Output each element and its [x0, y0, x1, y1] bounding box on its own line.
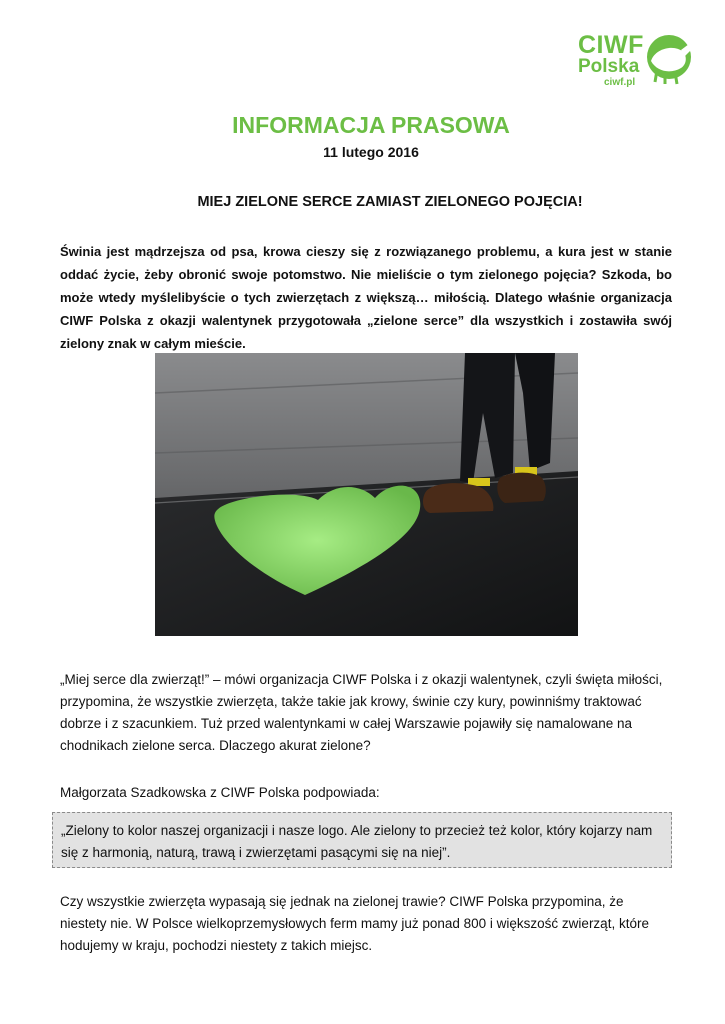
lead-paragraph: Świnia jest mądrzejsza od psa, krowa cieszy się z rozwiązanego problemu, a kura jest w stanie oddać życie, żeby obronić swoje potomstwo. Nie mieliście o tym zielonego pojęcia? Szkoda, bo może wtedy myślelibyście o tych zwierzętach z większą… miłością. Dlatego właśnie organizacja CIWF Polska z okazji walentynek przygotowała „zielone serce” dla wszystkich i zostawiła swój zielony znak w całym mieście. — [60, 244, 672, 351]
green-heart-on-pavement-photo-icon — [155, 353, 578, 636]
page-title: INFORMACJA PRASOWA — [232, 112, 510, 138]
logo-brand: CIWF — [578, 31, 644, 59]
quote-box — [52, 812, 672, 868]
paragraph-1: „Miej serce dla zwierząt!” – mówi organizacja CIWF Polska i z okazji walentynek, czyli święta miłości, przypomina, że wszystkie zwierzęta, także takie jak krowy, świnie czy kury, powinniśmy traktować dobrze i z szacunkiem. Tuż przed walentynkami w całej Warszawie pojawiły się namalowane na chodnikach zielone serca. Dlaczego akurat zielone? — [60, 672, 663, 753]
green-heart-photo — [155, 353, 578, 636]
paragraph-3: Czy wszystkie zwierzęta wypasają się jednak na zielonej trawie? CIWF Polska przypomina, że niestety nie. W Polsce wielkoprzemysłowych ferm mamy już ponad 800 i większość zwierząt, które hodujemy w kraju, pochodzi niestety z takich miejsc. — [60, 894, 649, 953]
logo-url: ciwf.pl — [604, 77, 636, 88]
quote-text: „Zielony to kolor naszej organizacji i nasze logo. Ale zielony to przecież też kolor, który kojarzy nam się z harmonią, naturą, trawą i zwierzętami pasącymi się na niej”. — [61, 823, 653, 860]
paragraph-2: Małgorzata Szadkowska z CIWF Polska podpowiada: — [60, 785, 380, 800]
headline: MIEJ ZIELONE SERCE ZAMIAST ZIELONEGO POJĘCIA! — [197, 194, 583, 210]
press-date: 11 lutego 2016 — [323, 144, 419, 160]
logo-country: Polska — [578, 56, 640, 77]
ciwf-polska-logo — [575, 30, 695, 92]
